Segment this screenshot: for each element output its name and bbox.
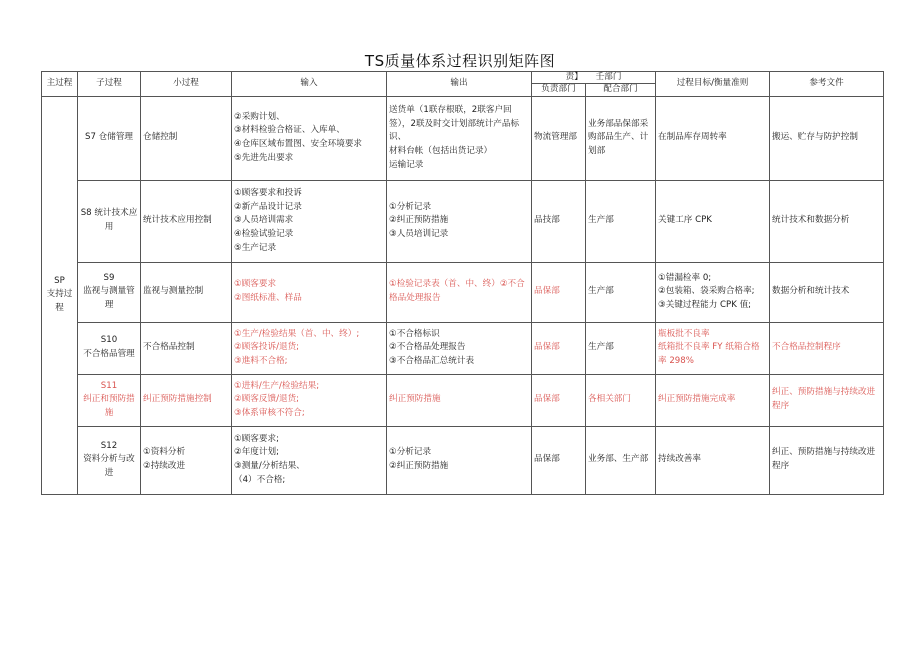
reference-cell: 搬运、贮存与防护控制 — [770, 96, 884, 180]
small-process-line: 不合格品控制 — [143, 342, 195, 353]
input-line: ③進料不合格; — [234, 356, 288, 367]
output-line: ③人员培训记录 — [389, 229, 449, 240]
input-line: （4）不合格; — [234, 475, 286, 486]
output-cell — [387, 426, 532, 494]
output-line: 运输记录 — [389, 160, 424, 171]
process-matrix-table — [41, 71, 884, 495]
input-cell — [232, 426, 387, 494]
input-line: ⑤先进先出要求 — [234, 153, 294, 164]
target-cell — [656, 96, 770, 180]
small-process-line: 统计技术应用控制 — [143, 215, 212, 226]
sub-process-line: S12 — [100, 440, 118, 451]
output-line: ①检验记录表（首、中、终）②不合格品处理报告 — [389, 279, 525, 304]
input-cell — [232, 374, 387, 426]
target-cell — [656, 426, 770, 494]
dept-responsible-cell: 品技部 — [532, 180, 586, 262]
output-cell — [387, 374, 532, 426]
table-row — [42, 262, 884, 322]
table-row — [42, 180, 884, 262]
output-cell — [387, 180, 532, 262]
target-cell — [656, 262, 770, 322]
header-small-process: 小过程 — [141, 72, 232, 97]
input-line: ⑤生产记录 — [234, 243, 277, 254]
input-line: ③测量/分析结果、 — [234, 461, 305, 472]
input-cell — [232, 322, 387, 374]
sub-process-line: 监视与测量管理 — [83, 286, 135, 311]
sub-process-cell — [78, 322, 141, 374]
sub-process-line: 用 — [104, 222, 114, 233]
table-row — [42, 322, 884, 374]
sub-process-cell — [78, 426, 141, 494]
input-line: ①顾客要求; — [234, 433, 279, 444]
input-line: ①进料/生产/检验结果; — [234, 380, 320, 391]
output-line: ①不合格标识 — [389, 328, 440, 339]
main-process-name: 支持过程 — [46, 289, 73, 314]
output-line: ①分析记录 — [389, 447, 432, 458]
main-process-code: SP — [54, 275, 65, 286]
input-line: ①顾客要求 — [234, 279, 277, 290]
output-cell — [387, 322, 532, 374]
header-input: 输入 — [232, 72, 387, 97]
sub-process-cell — [78, 96, 141, 180]
small-process-line: 仓储控制 — [143, 132, 178, 143]
small-process-line: 纠正预防措施控制 — [143, 394, 212, 405]
input-line: ①顾客要求和投诉 — [234, 187, 302, 198]
header-row — [42, 72, 884, 84]
target-line: 在制品库存周转率 — [658, 132, 727, 143]
sub-process-line: S9 — [103, 272, 115, 283]
header-dept-responsible: 负责部门 — [532, 84, 586, 96]
target-line: ②包装箱、袋采购合格率; — [658, 286, 755, 297]
main-process-cell — [42, 96, 78, 494]
dept-cooperate-cell: 业务部、生产部 — [586, 426, 656, 494]
dept-cooperate-cell: 生产部 — [586, 262, 656, 322]
header-main-process: 主过程 — [42, 72, 78, 97]
input-line: ③体系审核不符合; — [234, 408, 305, 419]
input-cell — [232, 262, 387, 322]
sub-process-cell — [78, 180, 141, 262]
dept-responsible-cell: 品保部 — [532, 426, 586, 494]
output-line: ③不合格品汇总统计表 — [389, 356, 475, 367]
sub-process-line: 纠正和预防措施 — [83, 394, 135, 419]
dept-cooperate-cell: 业务部品保部采购部品生产、计划部 — [586, 96, 656, 180]
header-output: 输出 — [387, 72, 532, 97]
input-cell — [232, 96, 387, 180]
target-cell — [656, 374, 770, 426]
small-process-line: ②持续改进 — [143, 461, 186, 472]
input-line: ②采购计划、 — [234, 111, 285, 122]
header-sub-process: 子过程 — [78, 72, 141, 97]
small-process-cell — [141, 96, 232, 180]
input-line: ②年度计划; — [234, 447, 279, 458]
sub-process-cell — [78, 374, 141, 426]
input-line: ②图纸标准、样品 — [234, 293, 302, 304]
sub-process-line: S8 统计技术应 — [80, 208, 138, 219]
output-cell — [387, 262, 532, 322]
header-reference: 参考文件 — [770, 72, 884, 97]
page-title: TS质量体系过程识别矩阵图 — [364, 52, 556, 70]
reference-cell: 纠正、预防措施与持续改进程序 — [770, 374, 884, 426]
output-line: ②纠正预防措施 — [389, 215, 449, 226]
sub-process-line: S11 — [100, 380, 118, 391]
sub-process-line: S7 仓储管理 — [84, 132, 134, 143]
output-line: 材料台帐（包括出货记录） — [389, 146, 493, 157]
small-process-cell — [141, 322, 232, 374]
dept-responsible-cell: 品保部 — [532, 262, 586, 322]
dept-cooperate-cell: 各相关部门 — [586, 374, 656, 426]
target-line: ③关键过程能力 CPK 值; — [658, 300, 752, 311]
sub-process-line: 资料分析与改 — [83, 454, 135, 465]
target-line: 关键工序 CPK — [658, 215, 712, 226]
small-process-cell — [141, 262, 232, 322]
target-line: 纸箱批不良率 FY 纸箱合格率 298% — [658, 342, 760, 367]
dept-cooperate-cell: 生产部 — [586, 180, 656, 262]
target-line: 持续改善率 — [658, 454, 701, 465]
output-line: ②纠正预防措施 — [389, 461, 449, 472]
target-line: 纠正预防措施完成率 — [658, 394, 736, 405]
input-line: ③人员培训需求 — [234, 215, 294, 226]
reference-cell: 数据分析和统计技术 — [770, 262, 884, 322]
target-line: 瓶板批不良率 — [658, 328, 710, 339]
sub-process-line: S10 — [100, 335, 118, 346]
sub-process-cell — [78, 262, 141, 322]
dept-responsible-cell: 品保部 — [532, 374, 586, 426]
output-line: 送货单（1联存根联，2联客户回签），2联及时交计划部统计产品标识、 — [389, 104, 520, 143]
small-process-cell — [141, 374, 232, 426]
output-cell — [387, 96, 532, 180]
header-dept-cooperate: 配合部门 — [586, 84, 656, 96]
small-process-line: ①资料分析 — [143, 447, 186, 458]
input-line: ①生产/检验结果（首、中、终）; — [234, 328, 360, 339]
input-line: ②顾客投诉/退货; — [234, 342, 300, 353]
reference-cell: 不合格品控制程序 — [770, 322, 884, 374]
small-process-cell — [141, 426, 232, 494]
dept-responsible-cell: 物流管理部 — [532, 96, 586, 180]
output-line: 纠正预防措施 — [389, 394, 441, 405]
header-dept-group: 责】 壬部门 — [532, 72, 656, 84]
table-row — [42, 96, 884, 180]
target-line: ①错漏检率 0; — [658, 272, 712, 283]
header-target: 过程目标/衡量准则 — [656, 72, 770, 97]
input-line: ④仓库区域布置图、安全环境要求 — [234, 139, 363, 150]
reference-cell: 统计技术和数据分析 — [770, 180, 884, 262]
reference-cell: 纠正、预防措施与持续改进程序 — [770, 426, 884, 494]
target-cell — [656, 180, 770, 262]
sub-process-line: 不合格品管理 — [83, 349, 135, 360]
input-cell — [232, 180, 387, 262]
input-line: ③材料检验合格证、入库单、 — [234, 125, 345, 136]
table-row — [42, 374, 884, 426]
sub-process-line: 进 — [104, 468, 114, 479]
output-line: ①分析记录 — [389, 201, 432, 212]
table-row — [42, 426, 884, 494]
small-process-cell — [141, 180, 232, 262]
input-line: ②顾客反馈/退货; — [234, 394, 300, 405]
input-line: ②新产品设计记录 — [234, 201, 302, 212]
input-line: ④检验试验记录 — [234, 229, 294, 240]
dept-cooperate-cell: 生产部 — [586, 322, 656, 374]
target-cell — [656, 322, 770, 374]
output-line: ②不合格品处理报告 — [389, 342, 466, 353]
small-process-line: 监视与测量控制 — [143, 286, 204, 297]
dept-responsible-cell: 品保部 — [532, 322, 586, 374]
